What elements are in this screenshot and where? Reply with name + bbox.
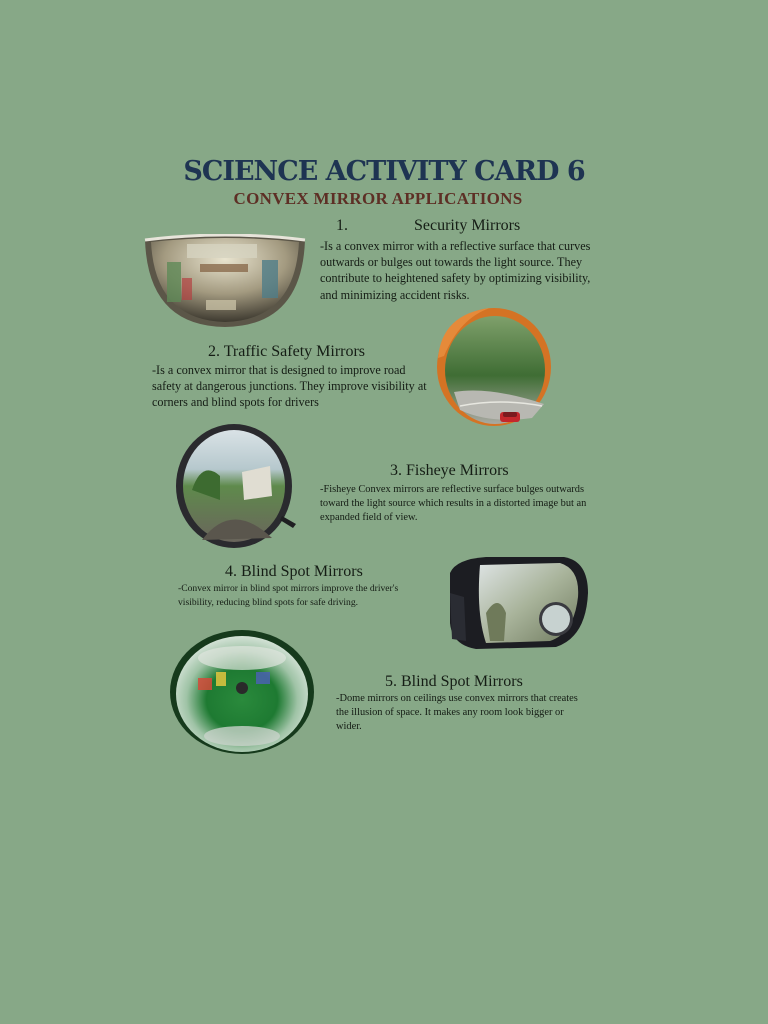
section-2-heading: 2. Traffic Safety Mirrors [208, 343, 366, 360]
section-4-heading: 4. Blind Spot Mirrors [225, 563, 363, 580]
section-5-description: -Dome mirrors on ceilings use convex mirrors that creates the illusion of space. It makes any room look bigger or wider. [336, 693, 578, 732]
section-3-description: -Fisheye Convex mirrors are reflective surface bulges outwards toward the light source which results in a distorted image but an expanded field of view. [320, 484, 587, 523]
fisheye-mirror-image [172, 420, 298, 550]
ceiling-dome-mirror-image [168, 628, 316, 758]
traffic-mirror-image [420, 306, 554, 428]
section-4-description: -Convex mirror in blind spot mirrors improve the driver's visibility, reducing blind spots for safe driving. [178, 583, 399, 608]
security-mirror-image [142, 234, 308, 330]
section-2-description: -Is a convex mirror that is designed to improve road safety at dangerous junctions. They improve visibility at corners and blind spots for drivers [152, 363, 427, 410]
section-1-number: 1. [336, 217, 348, 234]
section-3-heading: 3. Fisheye Mirrors [390, 462, 509, 479]
section-1-heading: Security Mirrors [414, 217, 521, 234]
section-1-description: -Is a convex mirror with a reflective surface that curves outwards or bulges out towards the light source. They contribute to heightened safety by optimizing visibility, and minimizing accident risks. [320, 239, 591, 302]
car-blind-spot-mirror-image [446, 553, 590, 653]
section-5-heading: 5. Blind Spot Mirrors [385, 673, 523, 690]
card-title: SCIENCE ACTIVITY CARD 6 [183, 156, 585, 187]
card-subtitle: CONVEX MIRROR APPLICATIONS [233, 189, 523, 208]
